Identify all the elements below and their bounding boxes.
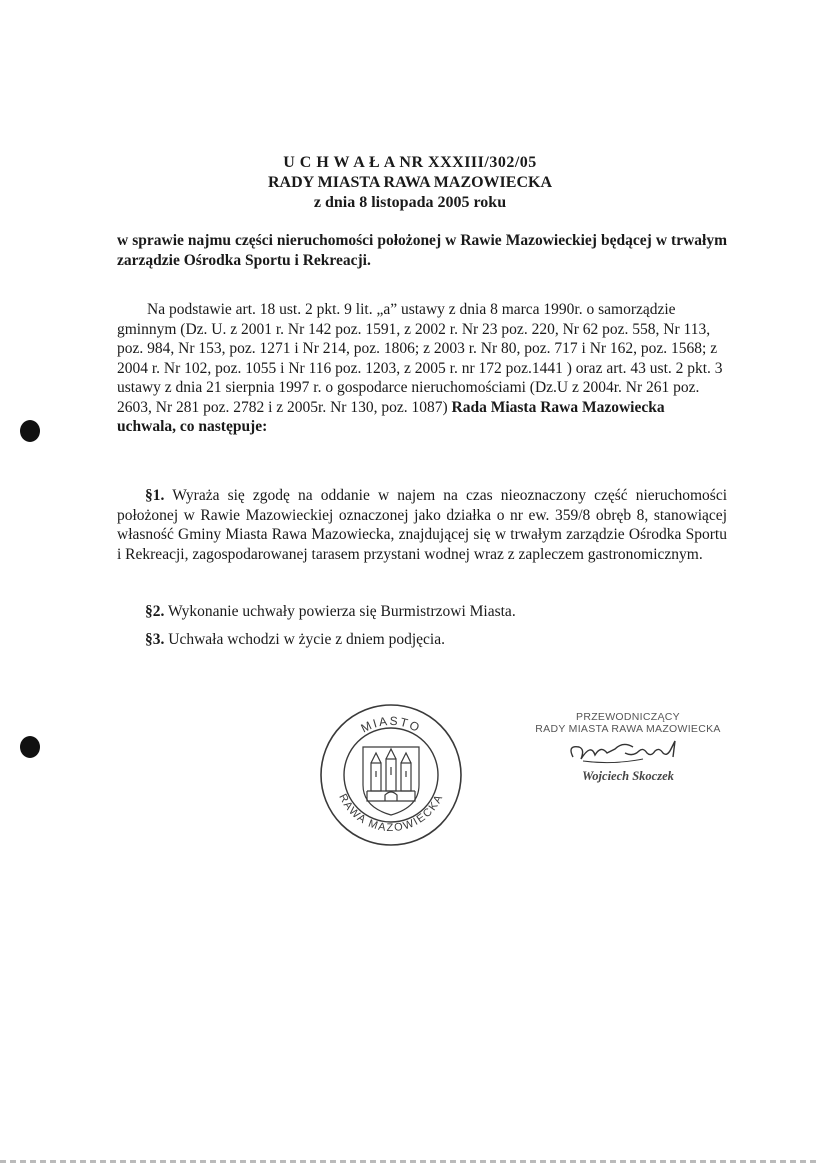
section-3-number: §3. <box>145 631 165 648</box>
castle-crest-icon <box>363 747 419 815</box>
town-seal-stamp <box>319 703 463 847</box>
resolution-date: z dnia 8 listopada 2005 roku <box>313 194 507 211</box>
section-3-text: Uchwała wchodzi w życie z dniem podjęcia. <box>164 631 445 648</box>
section-2 <box>117 602 727 622</box>
seal-top-text: MIASTO <box>358 713 424 736</box>
svg-text:MIASTO <box>359 714 424 736</box>
section-2-number: §2. <box>145 603 165 620</box>
scan-edge <box>0 1160 820 1163</box>
legal-basis-resolve: Rada Miasta Rawa Mazowiecka uchwala, co następuje: <box>117 398 665 435</box>
punch-hole-top <box>20 420 40 442</box>
resolution-number: U C H W A Ł A NR XXXIII/302/05 <box>283 154 537 171</box>
signature-block <box>528 711 728 784</box>
council-name: RADY MIASTA RAWA MAZOWIECKA <box>267 174 553 191</box>
signatory-title-1: PRZEWODNICZĄCY <box>576 711 680 723</box>
legal-basis-text: Na podstawie art. 18 ust. 2 pkt. 9 lit. „a” ustawy z dnia 8 marca 1990r. o samorządzie gminnym (Dz. U. z 2001 r. Nr 142 poz. 1591, z 2002 r. Nr 23 poz. 220, Nr 62 poz. 558, Nr 113, poz. 984, Nr 153, poz. 1271 i Nr 214, poz. 1806; z 2003 r. Nr 80, poz. 717 i Nr 162, poz. 1568; z 2004 r. Nr 102, poz. 1055 i Nr 116 poz. 1203, z 2005 r. nr 172 poz.1441 ) oraz art. 43 ust. 2 pkt. 3 ustawy z dnia 21 sierpnia 1997 r. o gospodarce nieruchomościami (Dz.U z 2004r. Nr 261 poz. 2603, Nr 281 poz. 2782 i z 2005r. Nr 130, poz. 1087) <box>117 301 723 416</box>
signatory-name: Wojciech Skoczek <box>582 769 674 783</box>
section-3 <box>117 630 727 650</box>
svg-text:RAWA MAZOWIECKA <box>336 792 445 834</box>
section-1-number: §1. <box>145 487 165 504</box>
section-1-text: Wyraża się zgodę na oddanie w najem na czas nieoznaczony część nieruchomości położonej w Rawie Mazowieckiej oznaczonej jako działka o nr ew. 359/8 obręb 8, stanowiącej własność Gminy Miasta Rawa Mazowiecka, znajdującej się w trwałym zarządzie Ośrodka Sportu i Rekreacji, zagospodarowanej tarasem przystani wodnej wraz z zapleczem gastronomicznym. <box>117 487 727 563</box>
punch-hole-bottom <box>20 736 40 758</box>
signatory-title-2: RADY MIASTA RAWA MAZOWIECKA <box>535 723 721 735</box>
legal-basis <box>117 300 727 437</box>
resolution-subject: w sprawie najmu części nieruchomości położonej w Rawie Mazowieckiej będącej w trwałym zarządzie Ośrodka Sportu i Rekreacji. <box>117 232 727 269</box>
handwritten-signature <box>563 737 693 767</box>
section-1 <box>117 486 727 564</box>
seal-bottom-text: RAWA MAZOWIECKA <box>336 792 446 835</box>
section-2-text: Wykonanie uchwały powierza się Burmistrzowi Miasta. <box>164 603 516 620</box>
